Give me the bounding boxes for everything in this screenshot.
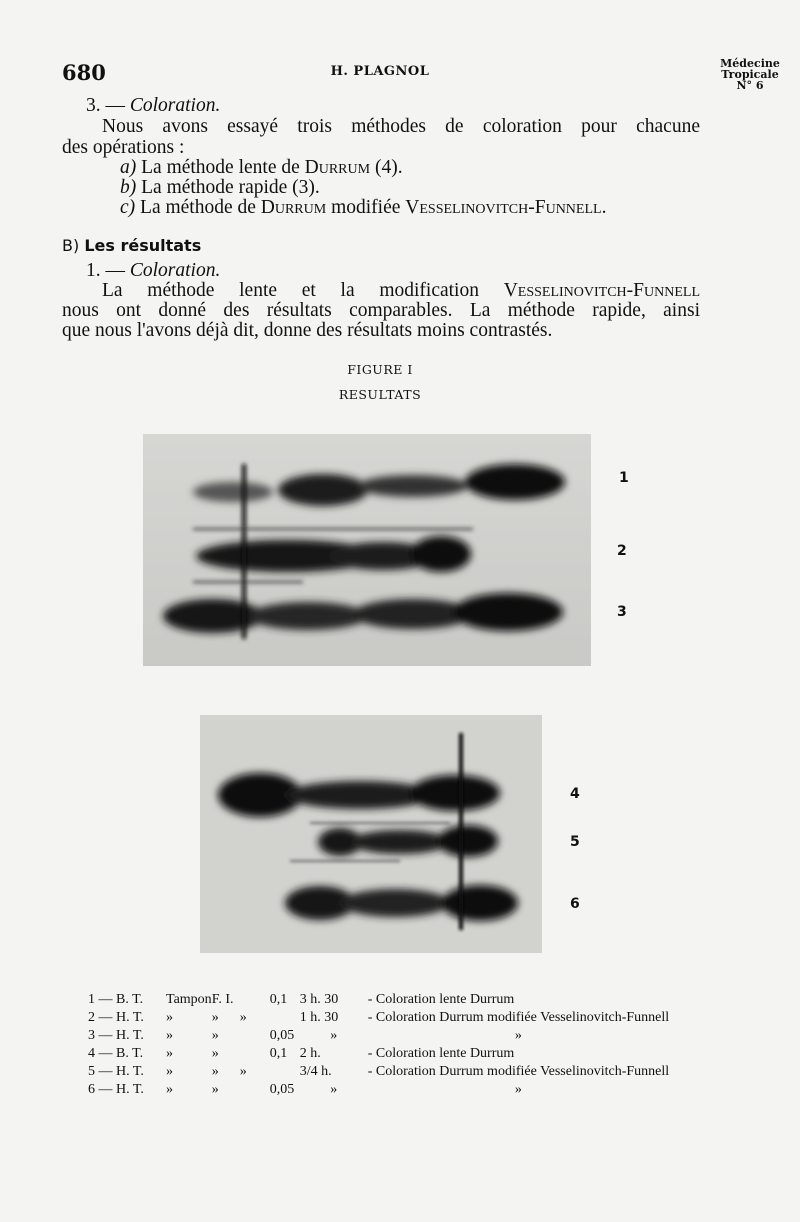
section-3-title: Coloration. <box>129 95 221 116</box>
figure-title: FIGURE I <box>347 362 413 377</box>
legend-ditto <box>240 992 270 1010</box>
legend-id: 4 — B. T. <box>88 1046 144 1061</box>
section-b-heading <box>62 236 201 255</box>
legend-duration: » <box>330 1082 338 1097</box>
lane-label-6: 6 <box>570 896 580 912</box>
electrophoresis-photo-top <box>143 434 591 666</box>
subsection-1-number: 1. — <box>86 260 125 281</box>
legend-row <box>88 1046 669 1064</box>
legend-concentration <box>270 1010 300 1028</box>
results-line-2: nous ont donné des résultats comparables. La méthode rapide, ainsi <box>62 300 700 321</box>
item-c-label: c) <box>120 197 136 218</box>
legend-buffer-2: F. I. <box>211 992 234 1007</box>
legend-coloration: » <box>514 1082 522 1097</box>
legend-buffer-2: » <box>211 1064 219 1079</box>
lane-label-1: 1 <box>619 470 629 486</box>
legend-coloration: - Coloration lente Durrum <box>367 1046 515 1061</box>
lane-label-4: 4 <box>570 786 580 802</box>
legend-buffer-2: » <box>211 1046 219 1061</box>
item-c-post: . <box>601 197 607 218</box>
legend-coloration: » <box>514 1028 522 1043</box>
band-lane-6 <box>285 885 518 921</box>
item-c-mid: modifiée <box>326 197 406 218</box>
lane-label-5: 5 <box>570 834 580 850</box>
section-3-heading <box>86 96 220 116</box>
legend-buffer: » <box>166 1046 173 1061</box>
page-number: 680 <box>62 60 106 85</box>
legend-buffer-2: » <box>211 1082 219 1097</box>
legend-row <box>88 1010 669 1028</box>
legend-id: 5 — H. T. <box>88 1064 144 1079</box>
legend-concentration: 0,1 <box>269 1046 288 1061</box>
item-c-name-2: Vesselinovitch-Funnell <box>405 197 602 218</box>
electrophoresis-photo-bottom <box>200 715 542 953</box>
section-3-para-line-1: Nous avons essayé trois méthodes de coloration pour chacune <box>102 116 700 137</box>
results-line-1-pre: La méthode lente et la modification <box>102 280 504 301</box>
legend-id: 6 — H. T. <box>88 1082 144 1097</box>
results-line-3: que nous l'avons déjà dit, donne des résultats moins contrastés. <box>62 320 553 341</box>
legend-duration: 3/4 h. <box>299 1064 332 1079</box>
item-a-post: (4). <box>370 157 403 178</box>
figure-subtitle: RESULTATS <box>338 387 422 402</box>
legend-ditto <box>240 1046 270 1064</box>
legend-buffer: Tampon <box>166 992 212 1007</box>
legend-ditto <box>240 1082 270 1100</box>
legend-duration: 3 h. 30 <box>299 992 339 1007</box>
legend-buffer: » <box>166 1028 173 1043</box>
subsection-1-title: Coloration. <box>129 260 221 281</box>
figure-legend-table <box>88 992 669 1100</box>
item-b-text: La méthode rapide (3). <box>141 177 320 198</box>
legend-duration: 1 h. 30 <box>299 1010 339 1025</box>
legend-buffer-2: » <box>211 1028 219 1043</box>
lane-label-2: 2 <box>617 543 627 559</box>
legend-id: 3 — H. T. <box>88 1028 144 1043</box>
legend-coloration: - Coloration Durrum modifiée Vesselinovitch-Funnell <box>367 1064 670 1079</box>
section-b-title: Les résultats <box>84 236 202 255</box>
method-item-a <box>120 158 403 178</box>
legend-concentration: 0,1 <box>269 992 288 1007</box>
method-item-b <box>120 178 320 198</box>
section-b-label: B) <box>62 236 80 255</box>
legend-row <box>88 1028 669 1046</box>
method-item-c <box>120 198 606 218</box>
legend-buffer: » <box>166 1082 173 1097</box>
legend-id: 1 — B. T. <box>88 992 144 1007</box>
legend-row <box>88 1082 669 1100</box>
journal-info <box>710 58 790 91</box>
item-a-pre: La méthode lente de <box>141 157 305 178</box>
legend-id: 2 — H. T. <box>88 1010 144 1025</box>
journal-line-2: Tropicale <box>721 68 779 81</box>
running-title: H. PLAGNOL <box>330 64 430 79</box>
item-b-label: b) <box>120 177 137 198</box>
results-line-1 <box>102 281 700 301</box>
legend-row <box>88 1064 669 1082</box>
lane-label-3: 3 <box>617 604 627 620</box>
legend-coloration: - Coloration Durrum modifiée Vesselinovitch-Funnell <box>367 1010 670 1025</box>
legend-concentration <box>270 1064 300 1082</box>
legend-buffer-2: » <box>211 1010 219 1025</box>
section-3-number: 3. — <box>86 95 125 116</box>
legend-buffer: » <box>166 1064 173 1079</box>
item-c-pre: La méthode de <box>140 197 261 218</box>
section-3-para-line-2: des opérations : <box>62 137 185 158</box>
legend-concentration: 0,05 <box>269 1028 295 1043</box>
legend-duration: » <box>330 1028 338 1043</box>
legend-row <box>88 992 669 1010</box>
legend-coloration: - Coloration lente Durrum <box>367 992 515 1007</box>
results-line-1-name: Vesselinovitch-Funnell <box>503 280 700 301</box>
journal-line-3: N° 6 <box>736 79 764 92</box>
subsection-1-heading <box>86 261 220 281</box>
item-c-name-1: Durrum <box>260 197 327 218</box>
legend-ditto: » <box>239 1010 247 1025</box>
legend-ditto <box>240 1028 270 1046</box>
journal-line-1: Médecine <box>720 57 780 70</box>
legend-ditto: » <box>239 1064 247 1079</box>
item-a-name: Durrum <box>304 157 371 178</box>
legend-concentration: 0,05 <box>269 1082 295 1097</box>
item-a-label: a) <box>120 157 137 178</box>
legend-duration: 2 h. <box>299 1046 321 1061</box>
legend-buffer: » <box>166 1010 173 1025</box>
